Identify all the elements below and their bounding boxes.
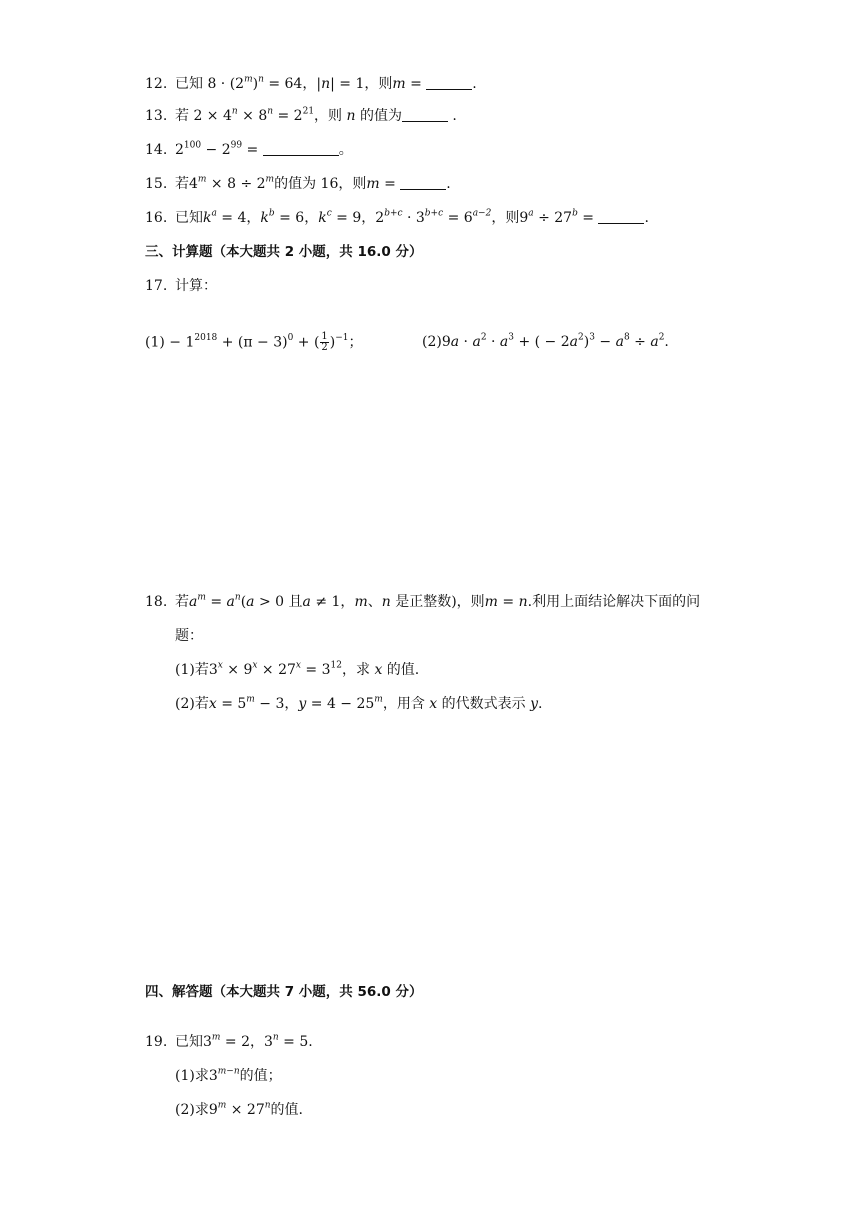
question-number: 13. <box>145 108 168 124</box>
question-number: 12. <box>145 76 168 92</box>
question-17-part-2: $(2)9a \cdot a^2 \cdot a^3$ + ( − $2a^2)^3 - a^8 \div a^2$. <box>422 332 669 350</box>
question-17-part-1: $(1) - 1^{2018} + (\pi - 3)^0$ + ( $\frac{1}{2}$ )$^{-1}$； <box>145 331 363 353</box>
answer-blank[interactable] <box>402 107 448 122</box>
question-19: 19. 已知$3^m = 2$，$3^n = 5$. <box>145 1032 313 1050</box>
question-18-continued: 题： <box>175 628 203 644</box>
question-15: 15. 若$4^m \times 8 \div 2^m$的值为 16，则m = . <box>145 174 451 192</box>
question-12: 12. 已知 $8 \cdot (2^m)^n = 64$，|n| = 1，则m = . <box>145 74 477 92</box>
question-18-part-1: (1)若$3^x \times 9^x \times 27^x = 3^{12}$，求 x 的值. <box>175 660 420 678</box>
question-19-part-2: (2)求$9^m \times 27^n$的值. <box>175 1100 303 1118</box>
section-heading-4: 四、解答题（本大题共 7 小题，共 56.0 分） <box>145 984 423 1000</box>
answer-blank[interactable] <box>598 209 644 224</box>
question-19-part-1: (1)求$3^{m-n}$的值； <box>175 1066 282 1084</box>
question-13: 13. 若 $2 \times 4^n \times 8^n = 2^{21}$，则 n 的值为 . <box>145 106 457 124</box>
answer-blank[interactable] <box>400 175 446 190</box>
question-number: 14. <box>145 142 168 158</box>
question-18-part-2: (2)若$x = 5^m - 3$，$y = 4 - 25^m$，用含 x 的代数式表示 y. <box>175 694 543 712</box>
question-number: 17. <box>145 278 168 294</box>
question-number: 19. <box>145 1034 168 1050</box>
question-14: 14. $2^{100} - 2^{99}$ = 。 <box>145 140 353 158</box>
question-number: 16. <box>145 210 168 226</box>
answer-blank[interactable] <box>263 141 339 156</box>
question-number: 18. <box>145 594 168 610</box>
question-number: 15. <box>145 176 168 192</box>
question-16: 16. 已知$k^a = 4$，$k^b = 6$，$k^c = 9$，$2^{b+c} \cdot 3^{b+c} = 6^{a-2}$，则$9^a \div 27^b$ = . <box>145 208 649 226</box>
question-18: 18. 若$a^m = a^n(a > 0$ 且a ≠ 1，m、n 是正整数)，则m = n.利用上面结论解决下面的问 <box>145 592 701 610</box>
section-heading-3: 三、计算题（本大题共 2 小题，共 16.0 分） <box>145 244 423 260</box>
answer-blank[interactable] <box>426 75 472 90</box>
question-17: 17. 计算： <box>145 278 217 294</box>
fraction: $\frac{1}{2}$ <box>321 331 328 353</box>
